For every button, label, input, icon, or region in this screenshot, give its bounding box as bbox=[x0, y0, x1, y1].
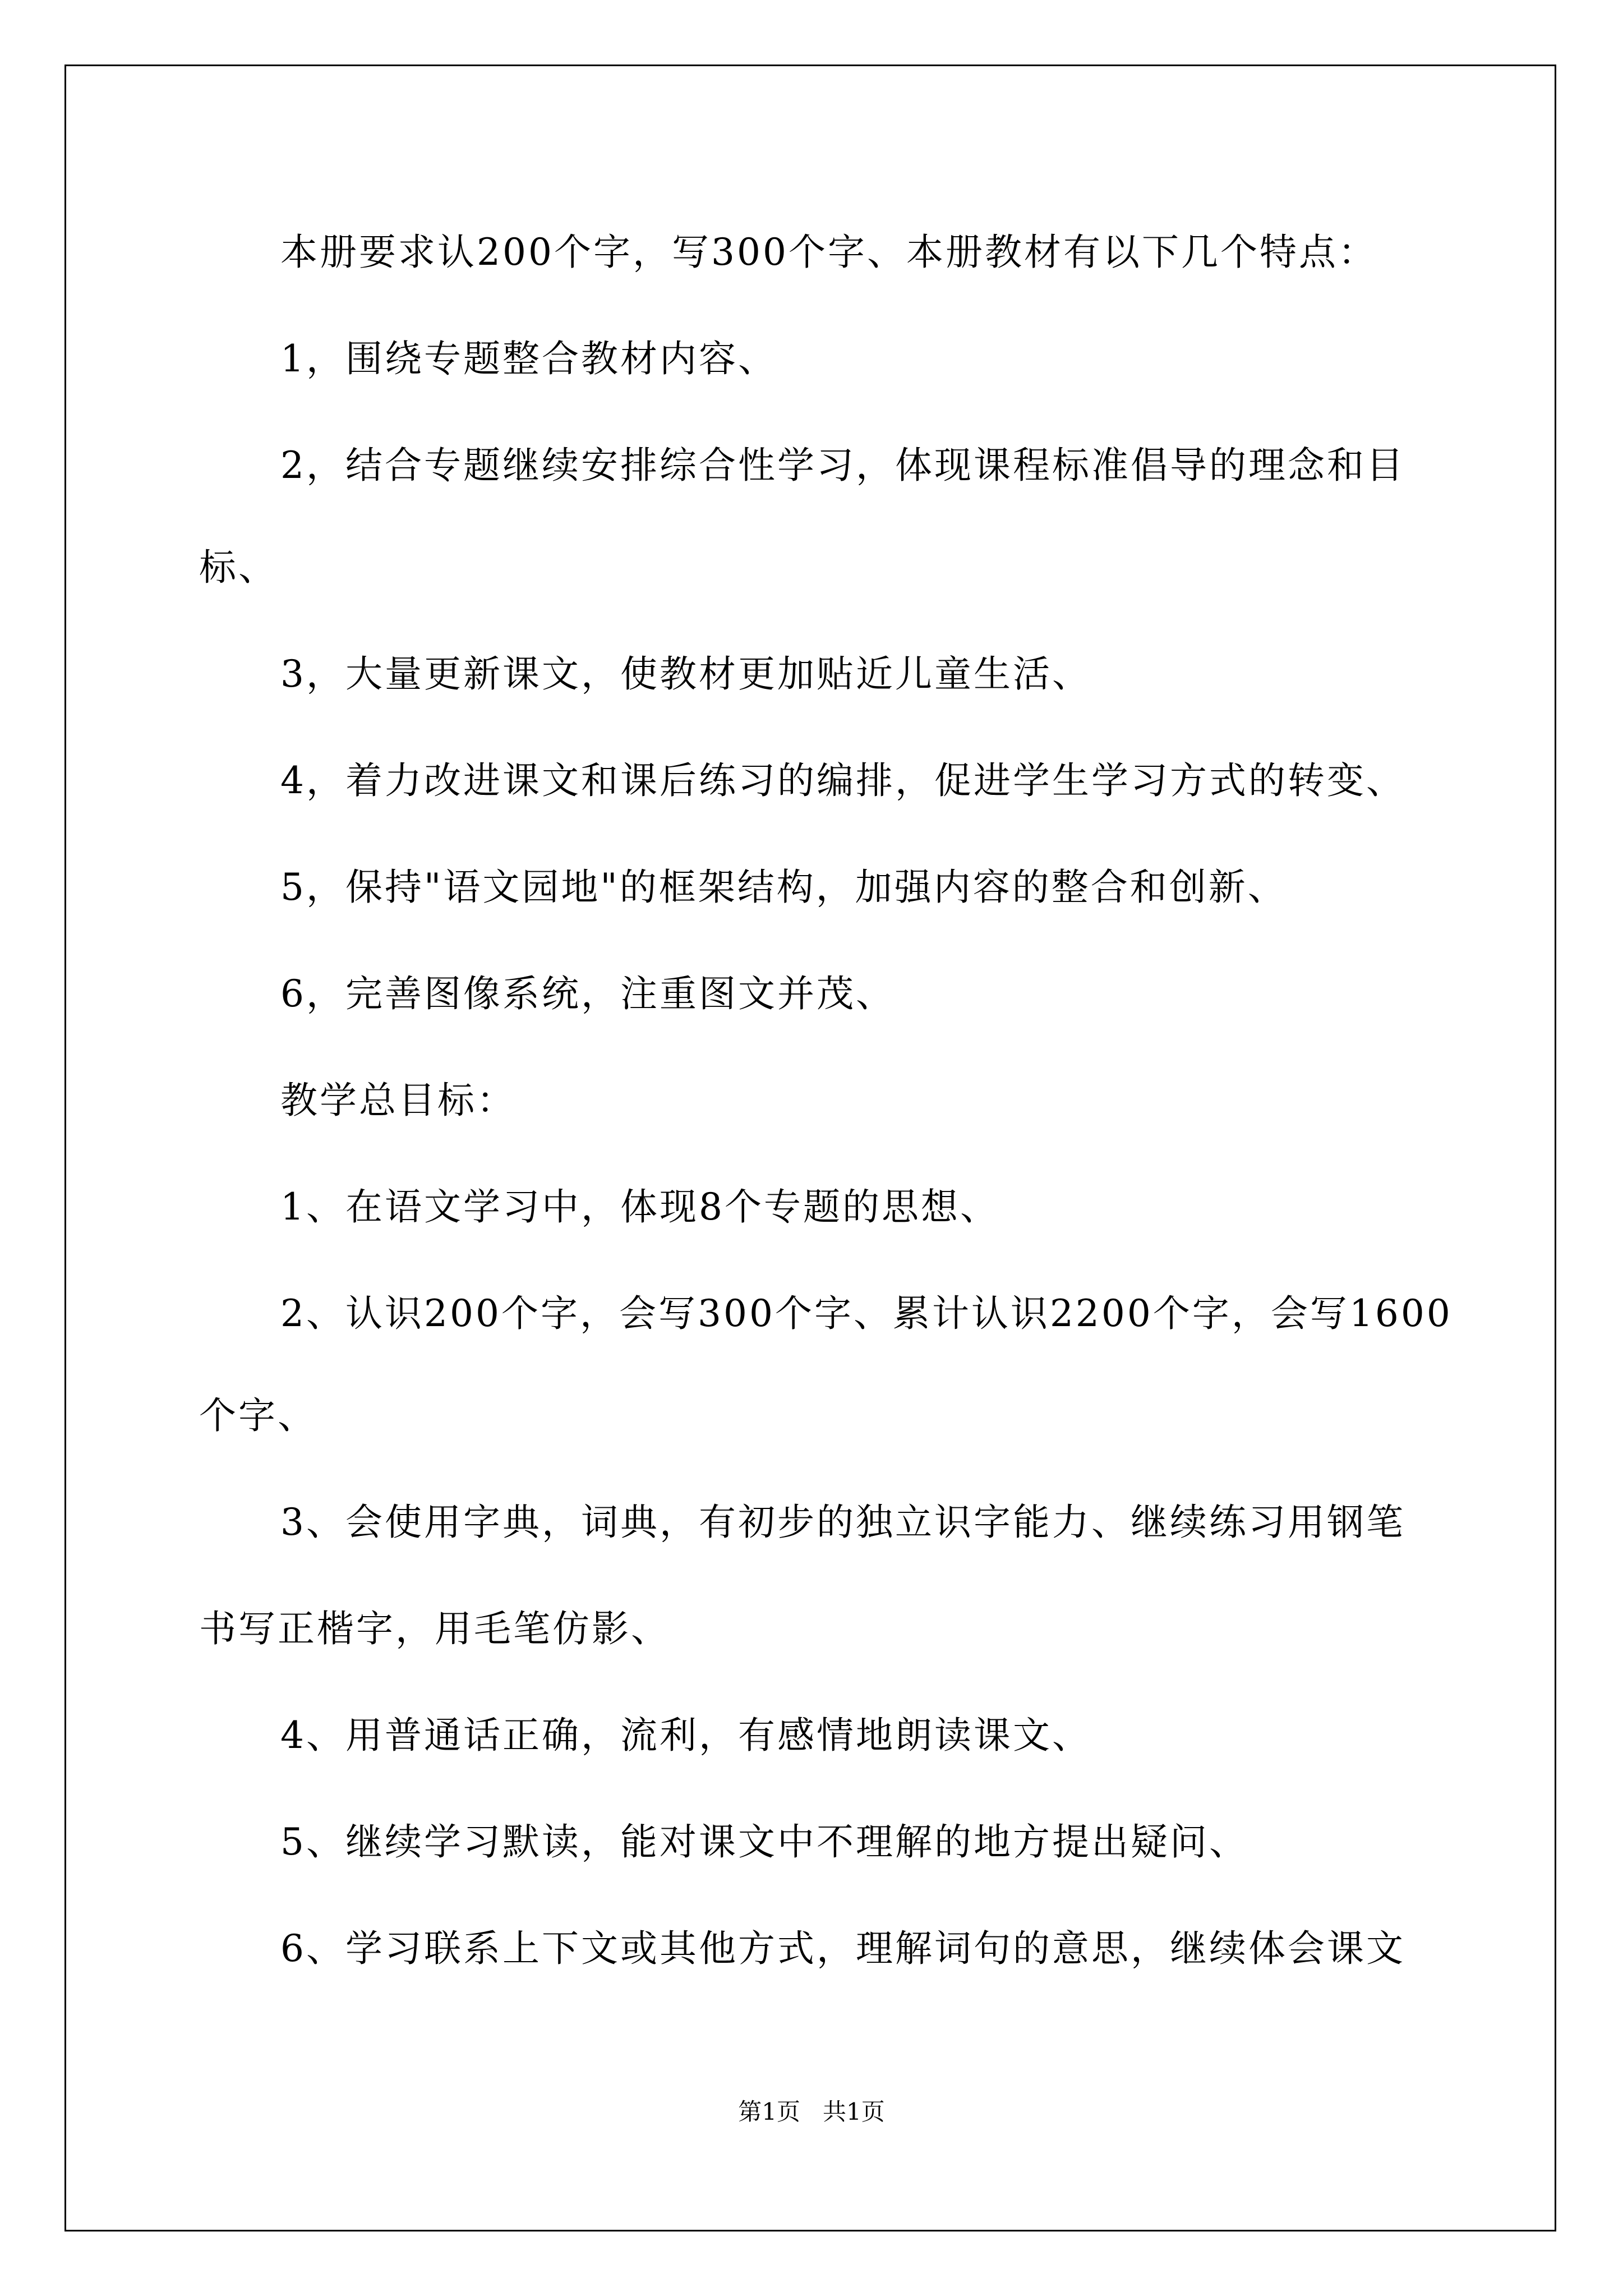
paragraph-goal-3: 3、会使用字典，词典，有初步的独立识字能力、继续练习用钢笔 bbox=[280, 1501, 1405, 1544]
paragraph-feature-4: 4，着力改进课文和课后练习的编排，促进学生学习方式的转变、 bbox=[280, 759, 1405, 802]
paragraph-goal-2-continued: 个字、 bbox=[199, 1394, 317, 1437]
paragraph-goal-4: 4、用普通话正确，流利，有感情地朗读课文、 bbox=[280, 1714, 1091, 1757]
paragraph-intro: 本册要求认200个字，写300个字、本册教材有以下几个特点： bbox=[280, 231, 1377, 274]
paragraph-feature-3: 3，大量更新课文，使教材更加贴近儿童生活、 bbox=[280, 652, 1091, 696]
paragraph-goal-2: 2、认识200个字，会写300个字、累计认识2200个字，会写1600 bbox=[280, 1292, 1453, 1335]
section-heading-goals: 教学总目标： bbox=[280, 1079, 516, 1122]
paragraph-feature-5: 5，保持"语文园地"的框架结构，加强内容的整合和创新、 bbox=[280, 866, 1287, 909]
paragraph-feature-2-continued: 标、 bbox=[199, 546, 278, 589]
paragraph-feature-1: 1，围绕专题整合教材内容、 bbox=[280, 337, 777, 380]
paragraph-goal-3-continued: 书写正楷字，用毛笔仿影、 bbox=[199, 1607, 670, 1650]
paragraph-goal-1: 1、在语文学习中，体现8个专题的思想、 bbox=[280, 1185, 999, 1228]
paragraph-feature-6: 6，完善图像系统，注重图文并茂、 bbox=[280, 972, 895, 1015]
page-number-footer: 第1页 共1页 bbox=[738, 2098, 885, 2125]
paragraph-goal-6: 6、学习联系上下文或其他方式，理解词句的意思，继续体会课文 bbox=[280, 1927, 1405, 1970]
page-border bbox=[64, 65, 1556, 2231]
paragraph-goal-5: 5、继续学习默读，能对课文中不理解的地方提出疑问、 bbox=[280, 1820, 1248, 1864]
paragraph-feature-2: 2，结合专题继续安排综合性学习，体现课程标准倡导的理念和目 bbox=[280, 444, 1405, 487]
